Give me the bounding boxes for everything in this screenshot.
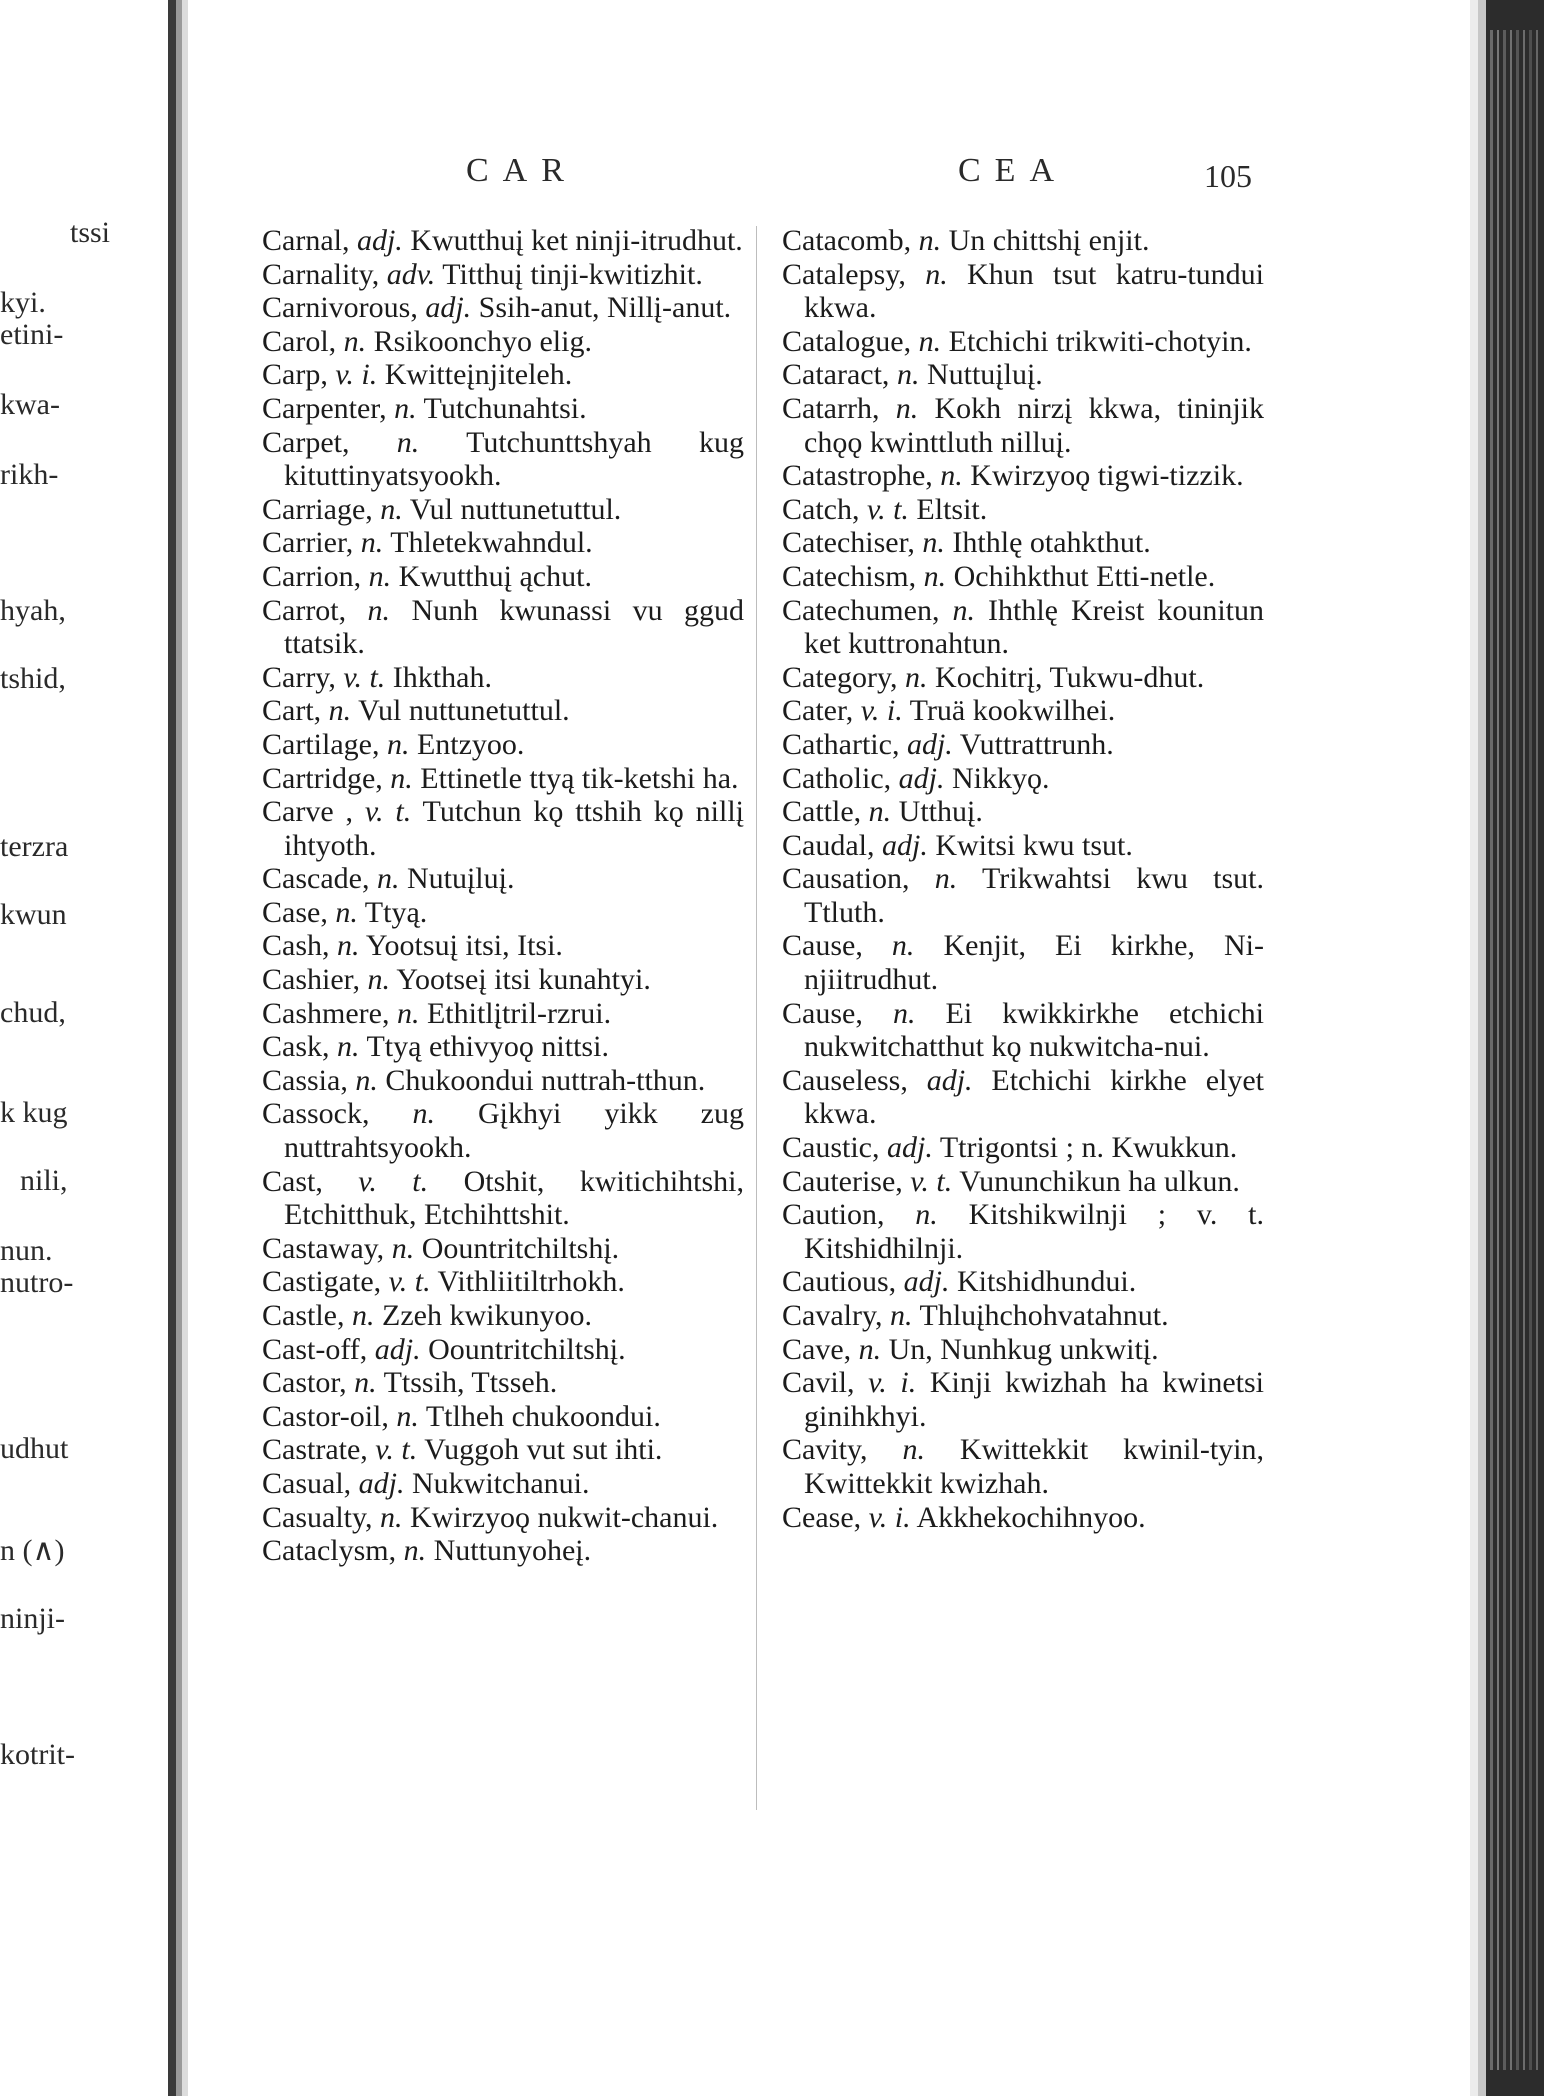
page-number: 105 <box>1204 158 1252 194</box>
entry-part-of-speech: n. <box>335 895 358 929</box>
entry-headword: Carriage, <box>262 492 373 526</box>
dictionary-entry <box>782 594 1264 661</box>
entry-part-of-speech: n. <box>380 1500 403 1534</box>
previous-page-fragment: nun. <box>0 1234 53 1267</box>
dictionary-entry <box>262 762 744 796</box>
entry-part-of-speech: adj. <box>898 761 945 795</box>
entry-part-of-speech: n. <box>396 425 420 459</box>
dictionary-entry <box>782 1198 1264 1265</box>
entry-headword: Cave, <box>782 1332 852 1366</box>
entry-part-of-speech: adj. <box>358 1466 405 1500</box>
entry-headword: Cartilage, <box>262 727 380 761</box>
entry-part-of-speech: n. <box>896 358 920 392</box>
entry-definition: Yootsuį itsi, Itsi. <box>365 929 563 963</box>
entry-part-of-speech: n. <box>368 559 392 593</box>
entry-part-of-speech: adj. <box>881 828 928 862</box>
entry-headword: Cartridge, <box>262 761 383 795</box>
entry-definition: Ochihkthut Etti-netle. <box>953 559 1216 593</box>
entry-part-of-speech: n. <box>895 391 919 425</box>
dictionary-entry <box>262 426 744 493</box>
dictionary-entry <box>782 1299 1264 1333</box>
entry-part-of-speech: v. t. <box>364 795 412 829</box>
entry-definition: Eltsit. <box>916 492 988 526</box>
entry-part-of-speech: n. <box>892 996 916 1030</box>
entry-headword: Caution, <box>782 1198 885 1232</box>
entry-definition: Thluįhchohvatahnut. <box>919 1299 1169 1332</box>
entry-part-of-speech: n. <box>337 1030 360 1064</box>
entry-definition: Vuttrattrunh. <box>959 727 1114 761</box>
dictionary-entry <box>782 526 1264 560</box>
dictionary-entry <box>262 1501 744 1535</box>
entry-headword: Cattle, <box>782 795 862 829</box>
dictionary-entry <box>782 1131 1264 1165</box>
entry-definition: Ttyą ethivyoǫ nittsi. <box>366 1030 609 1064</box>
entry-headword: Carve , <box>262 795 354 829</box>
entry-part-of-speech: n. <box>386 727 410 761</box>
entry-part-of-speech: n. <box>918 324 942 358</box>
dictionary-entry <box>262 291 744 325</box>
dictionary-entry <box>262 1064 744 1098</box>
entry-headword: Carrot, <box>262 593 347 627</box>
previous-page-fragment: kyi. <box>0 286 46 319</box>
entry-headword: Carrier, <box>262 526 354 560</box>
dictionary-entry <box>782 358 1264 392</box>
entry-definition: Rsikoonchyo elig. <box>373 324 592 358</box>
dictionary-entry <box>262 1165 744 1232</box>
entry-headword: Carnality, <box>262 257 380 291</box>
entry-definition: Truä kookwilhei. <box>909 694 1116 728</box>
entry-definition: Nukwitchanui. <box>412 1466 590 1500</box>
column-divider <box>756 226 757 1810</box>
entry-part-of-speech: n. <box>343 324 367 358</box>
entry-definition: Vul nuttunetuttul. <box>358 694 570 728</box>
entry-definition: Thletekwahndul. <box>390 526 593 560</box>
entry-part-of-speech: v. t. <box>388 1265 431 1299</box>
dictionary-entry <box>262 1433 744 1467</box>
dictionary-entry <box>262 1030 744 1064</box>
entry-definition: Ei kwikkirkhe etchichi nukwitchatthut kǫ nukwitcha-nui. <box>804 996 1265 1064</box>
entry-definition: Vul nuttunetuttul. <box>409 492 622 526</box>
dictionary-entry <box>782 1064 1264 1131</box>
dictionary-entry <box>262 1097 744 1164</box>
dictionary-entry <box>782 1433 1264 1500</box>
entry-part-of-speech: n. <box>925 257 948 291</box>
dictionary-entry <box>262 694 744 728</box>
entry-headword: Catacomb, <box>782 224 912 257</box>
entry-part-of-speech: n. <box>868 795 892 829</box>
entry-headword: Catholic, <box>782 761 892 795</box>
previous-page-fragment: udhut <box>0 1432 69 1465</box>
entry-headword: Catastrophe, <box>782 459 933 493</box>
dictionary-entry <box>782 1265 1264 1299</box>
entry-part-of-speech: adv. <box>386 257 436 291</box>
dictionary-entry <box>782 224 1264 258</box>
entry-headword: Cataclysm, <box>262 1534 397 1568</box>
dictionary-entry <box>782 1366 1264 1433</box>
entry-definition: Nuttunyoheį. <box>433 1534 592 1568</box>
dictionary-entry <box>262 728 744 762</box>
dictionary-entry <box>262 224 744 258</box>
entry-headword: Cavalry, <box>782 1299 883 1332</box>
dictionary-entry <box>782 929 1264 996</box>
dictionary-entry <box>782 493 1264 527</box>
dictionary-entry <box>782 560 1264 594</box>
entry-part-of-speech: adj. <box>906 727 953 761</box>
entry-headword: Cashier, <box>262 963 360 997</box>
entry-headword: Carpenter, <box>262 391 387 425</box>
dictionary-entry <box>782 829 1264 863</box>
previous-page-fragment: n (∧) <box>0 1534 65 1567</box>
entry-definition: Utthuį. <box>898 795 983 829</box>
entry-headword: Carnal, <box>262 224 350 257</box>
entry-definition: Entzyoo. <box>416 727 525 761</box>
entry-headword: Catechiser, <box>782 526 915 560</box>
previous-page-fragment: etini- <box>0 318 64 351</box>
entry-definition: Kochitrį, Tukwu-dhut. <box>935 660 1205 694</box>
dictionary-entry <box>262 560 744 594</box>
dictionary-entry <box>262 1265 744 1299</box>
entry-headword: Cavity, <box>782 1433 868 1467</box>
entry-headword: Cause, <box>782 929 863 963</box>
entry-part-of-speech: n. <box>391 1231 415 1265</box>
entry-part-of-speech: n. <box>376 862 400 896</box>
dictionary-entry <box>782 1165 1264 1199</box>
dictionary-entry <box>262 963 744 997</box>
entry-definition: Kwitteįnjiteleh. <box>384 358 573 392</box>
entry-part-of-speech: n. <box>355 1063 378 1097</box>
previous-page-fragment: terzra <box>0 830 69 863</box>
entry-part-of-speech: n. <box>403 1534 427 1568</box>
entry-definition: Un chittshį enjit. <box>948 224 1150 257</box>
dictionary-entry <box>262 929 744 963</box>
dictionary-entry <box>782 459 1264 493</box>
previous-page-fragment: k kug <box>0 1096 68 1129</box>
entry-part-of-speech: n. <box>396 1399 419 1433</box>
entry-definition: Etchichi kirkhe elyet kkwa. <box>804 1063 1265 1131</box>
entry-definition: Ihthlę Kreist kounitun ket kuttronahtun. <box>804 593 1265 661</box>
dictionary-entry <box>262 862 744 896</box>
entry-part-of-speech: adj. <box>425 291 472 325</box>
entry-part-of-speech: n. <box>891 929 915 963</box>
entry-part-of-speech: n. <box>858 1332 882 1366</box>
entry-headword: Category, <box>782 660 898 694</box>
dictionary-entry <box>262 1299 744 1333</box>
previous-page-fragment: kwun <box>0 898 67 931</box>
entry-headword: Cascade, <box>262 862 370 896</box>
entry-definition: Kwittekkit kwinil-tyin, Kwittekkit kwizhah. <box>804 1433 1265 1500</box>
entry-definition: Ettinetle ttyą tik-ketshi ha. <box>420 761 739 795</box>
dictionary-entry <box>782 862 1264 929</box>
dictionary-entry <box>782 661 1264 695</box>
entry-part-of-speech: n. <box>360 526 384 560</box>
previous-page-fragment: nutro- <box>0 1266 74 1299</box>
entry-definition: Kinji kwizhah ha kwinetsi ginihkhyi. <box>804 1366 1265 1433</box>
dictionary-entry <box>782 325 1264 359</box>
entry-part-of-speech: n. <box>923 559 947 593</box>
entry-definition: Ttrigontsi ; n. Kwukkun. <box>939 1131 1238 1165</box>
entry-headword: Castigate, <box>262 1265 382 1299</box>
entry-definition: Vithliitiltrhokh. <box>437 1265 625 1299</box>
entry-headword: Cassia, <box>262 1063 348 1097</box>
entry-headword: Castor, <box>262 1366 347 1400</box>
dictionary-entry <box>262 1467 744 1501</box>
entry-part-of-speech: adj. <box>903 1265 950 1299</box>
dictionary-entry <box>262 1400 744 1434</box>
entry-definition: Titthuį tinji-kwitizhit. <box>442 257 703 291</box>
entry-part-of-speech: v. i. <box>868 1500 911 1534</box>
previous-page-fragment: chud, <box>0 996 66 1029</box>
entry-part-of-speech: n. <box>354 1366 377 1400</box>
entry-definition: Nunh kwunassi vu ggud ttatsik. <box>284 593 744 661</box>
entry-part-of-speech: n. <box>328 694 352 728</box>
dictionary-entry <box>262 896 744 930</box>
running-head-right: CEA <box>958 152 1068 189</box>
dictionary-entry <box>262 1534 744 1568</box>
previous-page-fragment: hyah, <box>0 594 66 627</box>
entry-headword: Catch, <box>782 492 860 526</box>
dictionary-entry <box>782 258 1264 325</box>
entry-definition: Ethitlįtril-rzrui. <box>426 996 612 1030</box>
entry-headword: Cause, <box>782 996 863 1030</box>
entry-headword: Cashmere, <box>262 996 390 1030</box>
entry-headword: Caustic, <box>782 1131 880 1165</box>
entry-part-of-speech: adj. <box>887 1131 933 1165</box>
entry-headword: Cast-off, <box>262 1332 368 1366</box>
entry-definition: Kwirzyoǫ tigwi-tizzik. <box>970 459 1244 493</box>
entry-part-of-speech: adj. <box>374 1332 421 1366</box>
entry-definition: Ihthlę otahkthut. <box>952 526 1151 560</box>
entry-part-of-speech: n. <box>922 526 945 560</box>
entry-part-of-speech: v. t. <box>343 660 386 694</box>
entry-definition: Ttlheh chukoondui. <box>425 1399 661 1433</box>
entry-headword: Cassock, <box>262 1097 370 1131</box>
dictionary-entry <box>262 258 744 292</box>
entry-part-of-speech: n. <box>367 593 391 627</box>
entry-headword: Cart, <box>262 694 322 728</box>
entry-part-of-speech: n. <box>940 459 963 493</box>
dictionary-entry <box>262 392 744 426</box>
dictionary-entry <box>262 795 744 862</box>
dictionary-entry <box>782 795 1264 829</box>
dictionary-entry <box>782 997 1264 1064</box>
dictionary-entry <box>782 1333 1264 1367</box>
entry-part-of-speech: n. <box>412 1097 435 1131</box>
entry-definition: Etchichi trikwiti-chotyin. <box>948 324 1252 358</box>
entry-headword: Carol, <box>262 324 337 358</box>
dictionary-entry <box>262 493 744 527</box>
dictionary-entry <box>262 358 744 392</box>
entry-headword: Catarrh, <box>782 391 880 425</box>
entry-headword: Catechumen, <box>782 593 940 627</box>
entry-part-of-speech: n. <box>902 1433 925 1467</box>
entry-headword: Castrate, <box>262 1433 368 1467</box>
dictionary-entry <box>262 997 744 1031</box>
entry-definition: Nuttuįluį. <box>926 358 1043 392</box>
entry-headword: Causation, <box>782 862 910 896</box>
dictionary-entry <box>782 694 1264 728</box>
entry-part-of-speech: v. i. <box>868 1366 917 1400</box>
previous-page-fragment: nili, <box>20 1164 68 1197</box>
entry-headword: Catechism, <box>782 559 917 593</box>
entry-part-of-speech: v. i. <box>335 358 378 392</box>
entry-definition: Ttssih, Ttsseh. <box>383 1366 558 1400</box>
entry-part-of-speech: n. <box>934 862 958 896</box>
entry-part-of-speech: v. t. <box>866 492 909 526</box>
entry-definition: Vununchikun ha ulkun. <box>959 1164 1240 1198</box>
entry-headword: Cask, <box>262 1030 330 1064</box>
entry-definition: Kwitsi kwu tsut. <box>935 828 1133 862</box>
entry-part-of-speech: n. <box>380 492 403 526</box>
entry-part-of-speech: n. <box>890 1299 913 1332</box>
entry-definition: Kenjit, Ei kirkhe, Ni-njiitrudhut. <box>804 929 1264 997</box>
entry-definition: Tutchun kǫ ttshih kǫ nillį ihtyoth. <box>284 795 744 862</box>
entry-definition: Yootseį itsi kunahtyi. <box>396 963 651 997</box>
entry-definition: Ihkthah. <box>392 660 492 694</box>
entry-definition: Ssih-anut, Nillį-anut. <box>478 291 732 325</box>
entry-definition: Khun tsut katru-tundui kkwa. <box>804 257 1265 325</box>
entry-definition: Akkhekochihnyoo. <box>916 1500 1146 1534</box>
entry-part-of-speech: n. <box>337 929 360 963</box>
running-head-left: CAR <box>466 152 578 189</box>
entry-part-of-speech: n. <box>905 660 928 694</box>
entry-definition: Kwutthuį ket ninji-itrudhut. <box>410 224 743 257</box>
entry-headword: Case, <box>262 895 328 929</box>
dictionary-entry <box>262 594 744 661</box>
entry-definition: Zzeh kwikunyoo. <box>382 1299 592 1332</box>
entry-definition: Otshit, kwitichihtshi, Etchitthuk, Etchihttshit. <box>284 1164 745 1232</box>
entry-part-of-speech: v. t. <box>910 1164 953 1198</box>
entry-part-of-speech: n. <box>390 761 413 795</box>
entry-headword: Cauterise, <box>782 1164 903 1198</box>
entry-headword: Catalogue, <box>782 324 912 358</box>
entry-definition: Gįkhyi yikk zug nuttrahtsyookh. <box>284 1097 744 1165</box>
entry-headword: Castaway, <box>262 1231 385 1265</box>
entry-definition: Un, Nunhkug unkwitį. <box>888 1332 1159 1366</box>
entry-definition: Oountritchiltshį. <box>428 1332 626 1366</box>
entry-headword: Causeless, <box>782 1063 908 1097</box>
dictionary-entry <box>782 392 1264 459</box>
entry-definition: Chukoondui nuttrah-tthun. <box>385 1063 706 1097</box>
entry-part-of-speech: n. <box>918 224 942 257</box>
entry-headword: Carp, <box>262 358 328 392</box>
entry-headword: Cash, <box>262 929 330 963</box>
entry-definition: Nikkyǫ. <box>952 761 1050 795</box>
entry-definition: Kitshikwilnji ; v. t. Kitshidhilnji. <box>804 1198 1265 1265</box>
entry-headword: Cautious, <box>782 1265 897 1299</box>
entry-headword: Casualty, <box>262 1500 373 1534</box>
entry-headword: Carpet, <box>262 425 350 459</box>
dictionary-entry <box>782 728 1264 762</box>
entry-headword: Casual, <box>262 1466 352 1500</box>
entry-definition: Ttyą. <box>364 895 428 929</box>
entry-definition: Kokh nirzį kkwa, tininjik chǫǫ kwinttluth nilluį. <box>804 391 1265 459</box>
entry-headword: Cataract, <box>782 358 890 392</box>
entry-part-of-speech: n. <box>367 963 390 997</box>
entry-definition: Tutchunahtsi. <box>423 391 587 425</box>
previous-page-fragment: kwa- <box>0 388 60 421</box>
entry-definition: Tutchunttshyah kug kituttinyatsyookh. <box>284 425 744 493</box>
entry-definition: Vuggoh vut sut ihti. <box>424 1433 663 1467</box>
entry-part-of-speech: v. t. <box>375 1433 418 1467</box>
entry-definition: Trikwahtsi kwu tsut. Ttluth. <box>804 862 1264 929</box>
entry-definition: Kitshidhundui. <box>957 1265 1137 1299</box>
entry-part-of-speech: adj. <box>356 224 403 257</box>
dictionary-entry <box>262 1232 744 1266</box>
entry-part-of-speech: n. <box>352 1299 375 1332</box>
entry-headword: Cavil, <box>782 1366 855 1400</box>
previous-page-fragment: tssi <box>70 216 111 249</box>
dictionary-entry <box>262 1366 744 1400</box>
dictionary-entry <box>262 526 744 560</box>
entry-headword: Cater, <box>782 694 854 728</box>
entry-part-of-speech: n. <box>394 391 417 425</box>
entry-headword: Cathartic, <box>782 727 900 761</box>
entry-definition: Nutuįluį. <box>406 862 515 896</box>
entry-headword: Carry, <box>262 660 336 694</box>
entry-definition: Kwutthuį ąchut. <box>398 559 592 593</box>
entry-part-of-speech: adj. <box>926 1063 973 1097</box>
entry-headword: Cast, <box>262 1164 323 1198</box>
entry-headword: Castor-oil, <box>262 1399 389 1433</box>
previous-page-fragment: kotrit- <box>0 1738 75 1771</box>
dictionary-column-right <box>782 224 1264 1534</box>
entry-part-of-speech: v. i. <box>860 694 903 728</box>
entry-part-of-speech: v. t. <box>358 1164 429 1198</box>
entry-headword: Catalepsy, <box>782 257 906 291</box>
entry-definition: Oountritchiltshį. <box>421 1231 620 1265</box>
entry-part-of-speech: n. <box>396 996 420 1030</box>
dictionary-entry <box>262 1333 744 1367</box>
entry-part-of-speech: n. <box>952 593 975 627</box>
entry-definition: Kwirzyoǫ nukwit-chanui. <box>410 1500 719 1534</box>
entry-headword: Cease, <box>782 1500 862 1534</box>
entry-headword: Carnivorous, <box>262 291 418 325</box>
entry-headword: Carrion, <box>262 559 362 593</box>
dictionary-entry <box>782 1501 1264 1535</box>
dictionary-entry <box>262 661 744 695</box>
entry-headword: Caudal, <box>782 828 875 862</box>
entry-part-of-speech: n. <box>915 1198 938 1232</box>
previous-page-fragment: ninji- <box>0 1602 65 1635</box>
dictionary-column-left <box>262 224 744 1568</box>
dictionary-entry <box>262 325 744 359</box>
dictionary-entry <box>782 762 1264 796</box>
entry-headword: Castle, <box>262 1299 345 1332</box>
previous-page-fragment: tshid, <box>0 662 66 695</box>
previous-page-fragment: rikh- <box>0 458 59 491</box>
